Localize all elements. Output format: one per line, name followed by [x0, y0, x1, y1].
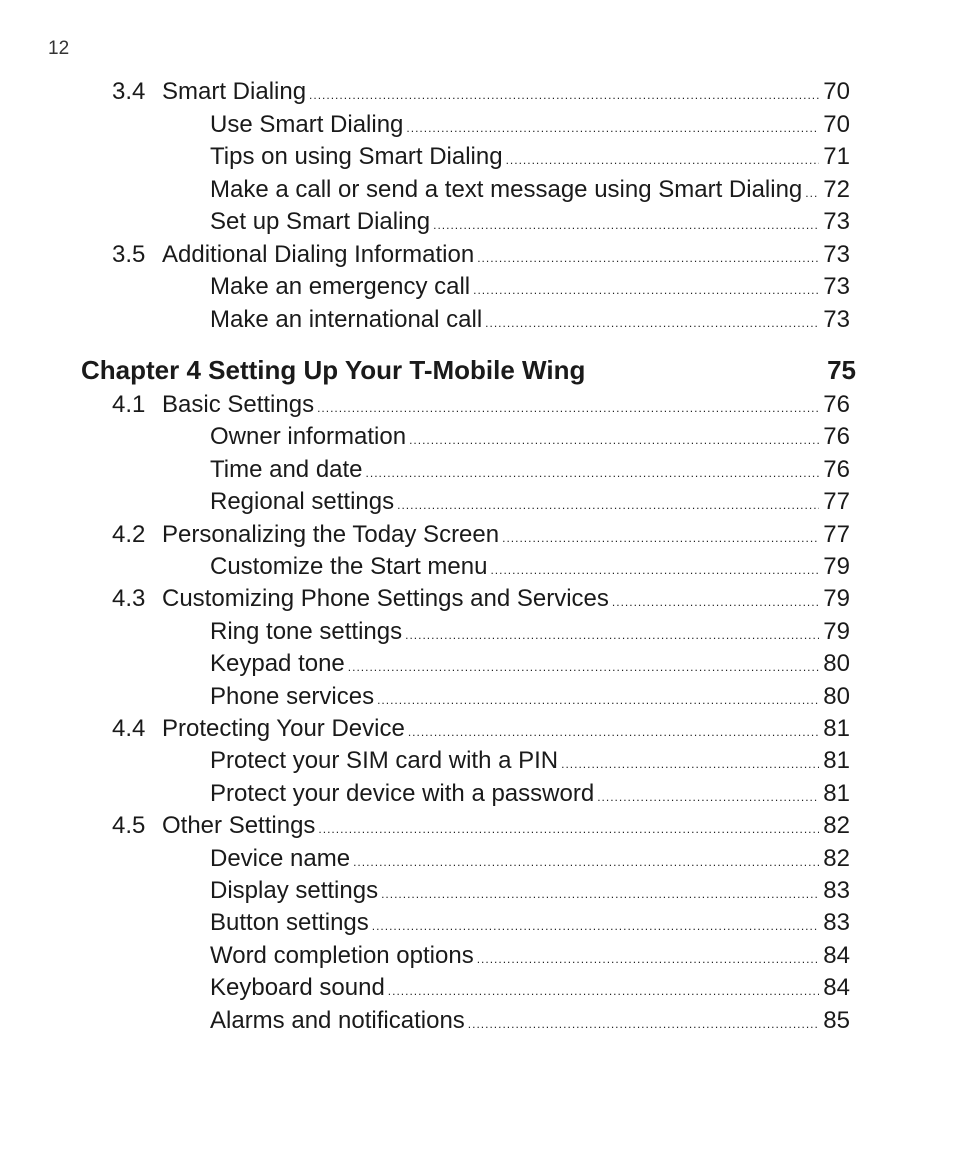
toc-subsection-row [210, 421, 850, 453]
dot-leader [309, 79, 819, 111]
entry-title: Personalizing the Today Screen [162, 520, 500, 548]
dot-leader [348, 651, 820, 683]
entry-page-number: 79 [823, 585, 850, 613]
entry-title: Regional settings [210, 488, 395, 516]
entry-title: Other Settings [162, 812, 316, 840]
toc-section-row [112, 239, 850, 271]
toc-subsection-row [210, 616, 850, 648]
entry-title: Smart Dialing [162, 78, 307, 105]
dot-leader [406, 112, 819, 144]
entry-title: Alarms and notifications [210, 1006, 465, 1034]
toc-subsection-row [210, 551, 850, 583]
entry-page-number: 73 [823, 240, 850, 268]
entry-title: Protect your device with a password [210, 779, 595, 807]
entry-page-number: 81 [823, 747, 850, 775]
toc-subsection-row [210, 486, 850, 518]
dot-leader [473, 274, 819, 306]
dot-leader [366, 457, 820, 489]
toc-subsection-row [210, 648, 850, 680]
entry-page-number: 79 [823, 553, 850, 580]
entry-title: Keypad tone [210, 650, 345, 678]
entry-title: Device name [210, 844, 351, 872]
entry-title: Make an emergency call [210, 273, 471, 300]
toc-section-row [112, 76, 850, 108]
dot-leader [490, 554, 819, 586]
entry-page-number: 73 [823, 208, 850, 235]
entry-page-number: 81 [823, 779, 850, 807]
dot-leader [502, 522, 819, 554]
entry-page-number: 84 [823, 941, 850, 969]
toc-section-row [112, 519, 850, 551]
entry-page-number: 70 [823, 78, 850, 105]
dot-leader [506, 144, 820, 176]
dot-leader [377, 684, 819, 716]
entry-page-number: 73 [823, 273, 850, 300]
entry-page-number: 85 [823, 1006, 850, 1034]
section-number: 4.1 [112, 391, 146, 418]
toc-section-row [112, 713, 850, 745]
toc-subsection-row [210, 745, 850, 777]
entry-title: Display settings [210, 877, 379, 904]
toc-subsection-row [210, 1005, 850, 1037]
toc-section-row [112, 583, 850, 615]
entry-title: Protecting Your Device [162, 715, 405, 742]
chapter-title: Chapter 4 Setting Up Your T-Mobile Wing [81, 355, 586, 385]
entry-page-number: 83 [823, 909, 850, 937]
dot-leader [485, 307, 819, 339]
section-number: 4.3 [112, 585, 146, 613]
entry-page-number: 83 [823, 877, 850, 904]
entry-title: Customizing Phone Settings and Services [162, 585, 609, 613]
dot-leader [388, 975, 820, 1007]
chapter-page: 75 [827, 355, 856, 385]
entry-page-number: 80 [823, 650, 850, 678]
entry-page-number: 76 [823, 423, 850, 451]
entry-page-number: 76 [823, 455, 850, 483]
entry-page-number: 77 [823, 488, 850, 516]
entry-title: Make a call or send a text message using Smart Dialing [210, 175, 803, 203]
dot-leader [408, 716, 819, 748]
toc-subsection-row [210, 174, 850, 206]
dot-leader [317, 392, 819, 424]
dot-leader [805, 177, 819, 209]
entry-title: Word completion options [210, 941, 474, 969]
toc-subsection-row [210, 843, 850, 875]
toc-subsection-row [210, 907, 850, 939]
entry-title: Time and date [210, 455, 363, 483]
entry-page-number: 76 [823, 391, 850, 418]
entry-page-number: 79 [823, 617, 850, 645]
toc-section-row [112, 389, 850, 421]
dot-leader [477, 242, 819, 274]
dot-leader [397, 489, 819, 521]
section-number: 3.4 [112, 78, 146, 105]
entry-page-number: 82 [823, 844, 850, 872]
entry-title: Make an international call [210, 305, 483, 333]
entry-page-number: 82 [823, 812, 850, 840]
entry-title: Use Smart Dialing [210, 110, 404, 138]
entry-title: Owner information [210, 423, 407, 451]
entry-title: Set up Smart Dialing [210, 208, 431, 235]
toc-subsection-row [210, 875, 850, 907]
entry-page-number: 77 [823, 520, 850, 548]
page-number: 12 [48, 38, 70, 59]
entry-title: Button settings [210, 909, 369, 937]
toc-subsection-row [210, 940, 850, 972]
entry-page-number: 81 [823, 715, 850, 742]
entry-title: Protect your SIM card with a PIN [210, 747, 559, 775]
toc-subsection-row [210, 206, 850, 238]
entry-page-number: 80 [823, 682, 850, 710]
entry-page-number: 71 [823, 143, 850, 170]
toc-subsection-row [210, 304, 850, 336]
toc-section-row [112, 810, 850, 842]
dot-leader [468, 1008, 820, 1040]
dot-leader [318, 813, 819, 845]
toc-subsection-row [210, 972, 850, 1004]
section-number: 4.4 [112, 715, 146, 742]
toc-subsection-row [210, 778, 850, 810]
entry-title: Basic Settings [162, 391, 315, 418]
entry-title: Additional Dialing Information [162, 240, 475, 268]
dot-leader [433, 209, 819, 241]
entry-page-number: 84 [823, 974, 850, 1002]
entry-page-number: 70 [823, 110, 850, 138]
toc-subsection-row [210, 141, 850, 173]
toc-subsection-row [210, 109, 850, 141]
entry-title: Tips on using Smart Dialing [210, 143, 503, 170]
dot-leader [405, 619, 819, 651]
dot-leader [353, 846, 819, 878]
section-number: 4.2 [112, 520, 146, 548]
dot-leader [372, 910, 820, 942]
section-number: 4.5 [112, 812, 146, 840]
chapter-heading [81, 352, 856, 388]
dot-leader [381, 878, 819, 910]
dot-leader [409, 424, 819, 456]
dot-leader [561, 748, 819, 780]
entry-title: Phone services [210, 682, 375, 710]
section-number: 3.5 [112, 240, 146, 268]
toc-subsection-row [210, 271, 850, 303]
entry-page-number: 72 [823, 175, 850, 203]
dot-leader [477, 943, 820, 975]
entry-title: Keyboard sound [210, 974, 385, 1002]
entry-title: Customize the Start menu [210, 553, 488, 580]
entry-page-number: 73 [823, 305, 850, 333]
toc-subsection-row [210, 681, 850, 713]
entry-title: Ring tone settings [210, 617, 403, 645]
dot-leader [597, 781, 819, 813]
toc-subsection-row [210, 454, 850, 486]
dot-leader [612, 586, 819, 618]
